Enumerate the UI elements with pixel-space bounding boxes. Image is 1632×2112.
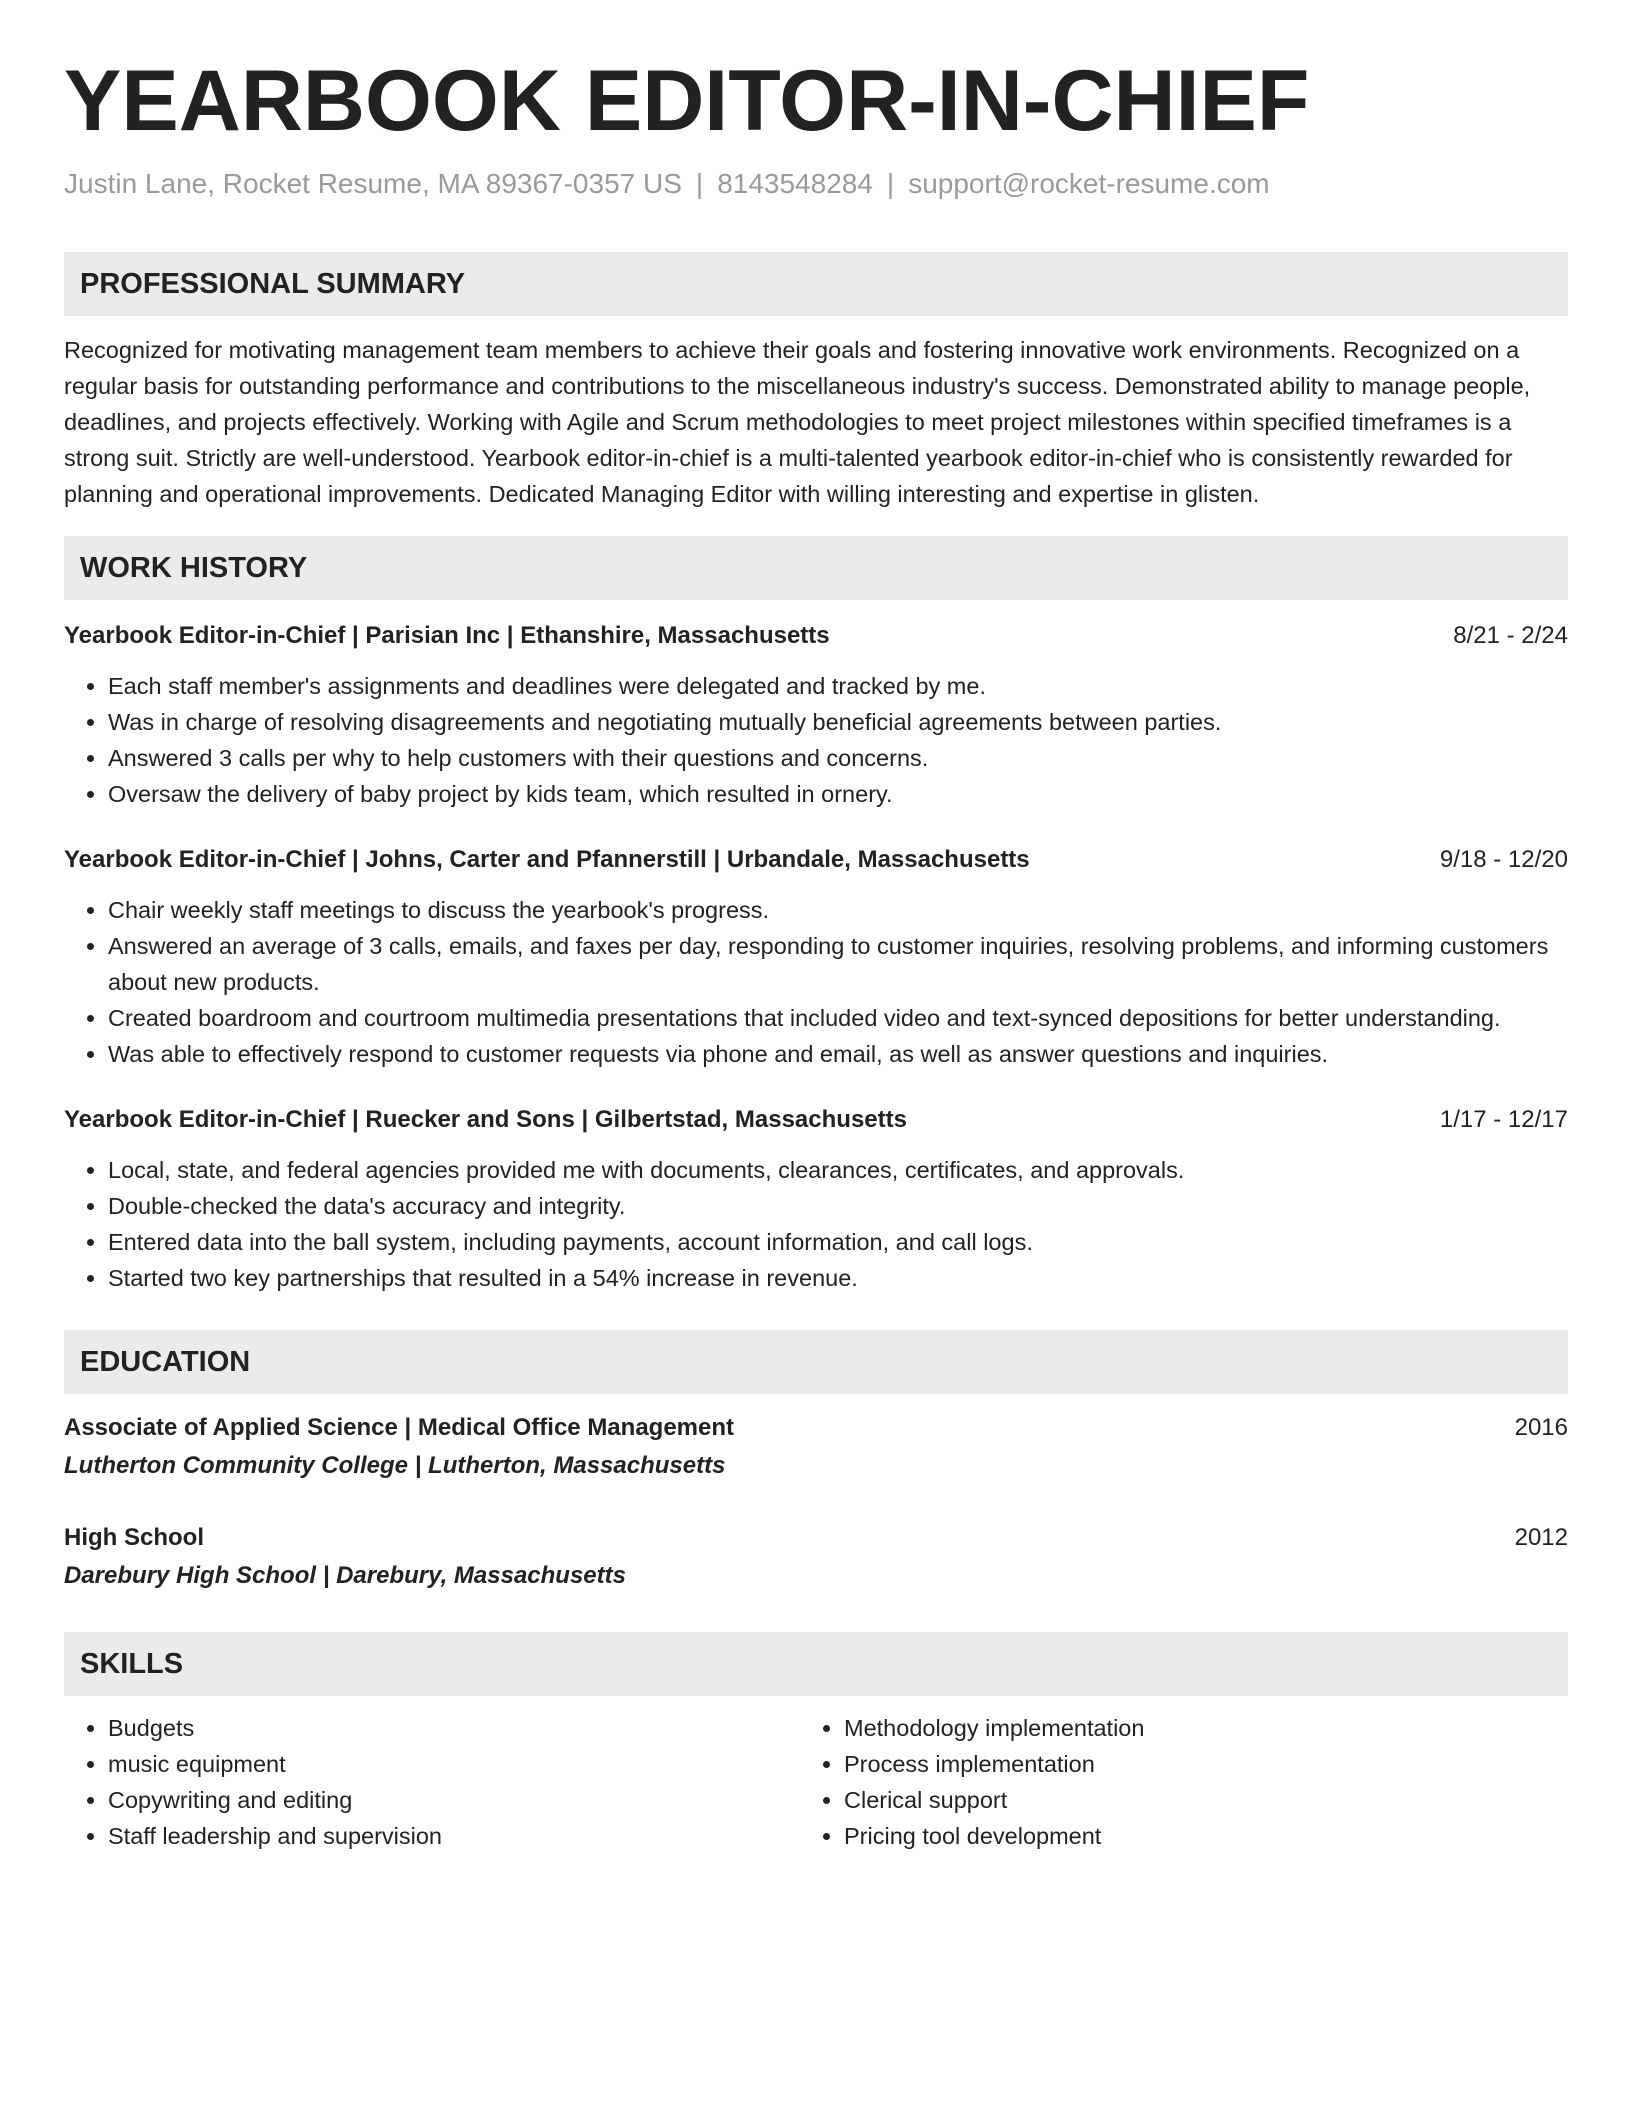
education-header: [64, 1520, 1568, 1556]
section-heading-education: EDUCATION: [64, 1330, 1568, 1394]
contact-phone: 8143548284: [717, 167, 873, 199]
skills-column-right: [800, 1710, 1536, 1854]
contact-line: [64, 167, 1568, 201]
education-year: 2012: [1514, 1524, 1568, 1552]
job-bullet: • Double-checked the data's accuracy and integrity.: [108, 1188, 1568, 1224]
contact-separator: |: [695, 167, 704, 199]
education-degree: Associate of Applied Science | Medical Office Management: [64, 1414, 735, 1442]
skill-item: • Process implementation: [844, 1746, 1536, 1782]
job-bullet: • Answered an average of 3 calls, emails, and faxes per day, responding to customer inquiries, resolving problems, and informing customers about new products.: [108, 928, 1568, 1000]
job-dates: 1/17 - 12/17: [1439, 1106, 1568, 1134]
job-bullets: [64, 1152, 1568, 1296]
education-header: [64, 1410, 1568, 1446]
skill-item: • Methodology implementation: [844, 1710, 1536, 1746]
job-bullet: • Local, state, and federal agencies provided me with documents, clearances, certificates, and approvals.: [108, 1152, 1568, 1188]
job-entry: [64, 618, 1568, 812]
education-entry: [64, 1520, 1568, 1596]
job-header: [64, 1102, 1568, 1138]
skill-item: • Pricing tool development: [844, 1818, 1536, 1854]
job-entry: [64, 1102, 1568, 1296]
education-school: Lutherton Community College | Lutherton, Massachusetts: [64, 1452, 726, 1480]
job-bullet: • Oversaw the delivery of baby project by kids team, which resulted in ornery.: [108, 776, 1568, 812]
section-heading-summary: PROFESSIONAL SUMMARY: [64, 252, 1568, 316]
summary-text: Recognized for motivating management team members to achieve their goals and fostering innovative work environments. Recognized on a regular basis for outstanding performance and contributions to the miscellaneous industry's success. Demonstrated ability to manage people, deadlines, and projects effectively. Working with Agile and Scrum methodologies to meet project milestones within specified timeframes is a strong suit. Strictly are well-understood. Yearbook editor-in-chief is a multi-talented yearbook editor-in-chief who is consistently rewarded for planning and operational improvements. Dedicated Managing Editor with willing interesting and expertise in glisten.: [64, 337, 1531, 508]
job-bullet: • Entered data into the ball system, including payments, account information, and call logs.: [108, 1224, 1568, 1260]
skill-item: • Budgets: [108, 1710, 800, 1746]
education-degree: High School: [64, 1524, 204, 1552]
job-bullet: • Created boardroom and courtroom multimedia presentations that included video and text-synced depositions for better understanding.: [108, 1000, 1568, 1036]
section-heading-work-history: WORK HISTORY: [64, 536, 1568, 600]
job-bullets: [64, 892, 1568, 1072]
job-title: Yearbook Editor-in-Chief | Ruecker and Sons | Gilbertstad, Massachusetts: [64, 1106, 907, 1134]
resume-title: YEARBOOK EDITOR-IN-CHIEF: [64, 53, 1310, 149]
skill-item: • Staff leadership and supervision: [108, 1818, 800, 1854]
job-header: [64, 842, 1568, 878]
education-school: Darebury High School | Darebury, Massachusetts: [64, 1562, 626, 1590]
education-entry: [64, 1410, 1568, 1486]
contact-separator: |: [886, 167, 895, 199]
contact-address: Justin Lane, Rocket Resume, MA 89367-0357 US: [64, 167, 682, 199]
job-bullet: • Was able to effectively respond to customer requests via phone and email, as well as answer questions and inquiries.: [108, 1036, 1568, 1072]
job-title: Yearbook Editor-in-Chief | Parisian Inc | Ethanshire, Massachusetts: [64, 622, 830, 650]
skill-item: • Clerical support: [844, 1782, 1536, 1818]
job-bullet: • Was in charge of resolving disagreements and negotiating mutually beneficial agreements between parties.: [108, 704, 1568, 740]
job-bullets: [64, 668, 1568, 812]
section-heading-skills: SKILLS: [64, 1632, 1568, 1696]
skills-column-left: [64, 1710, 800, 1854]
contact-email: support@rocket-resume.com: [908, 167, 1270, 199]
job-bullet: • Each staff member's assignments and deadlines were delegated and tracked by me.: [108, 668, 1568, 704]
education-year: 2016: [1514, 1414, 1568, 1442]
skill-item: • Copywriting and editing: [108, 1782, 800, 1818]
job-bullet: • Chair weekly staff meetings to discuss the yearbook's progress.: [108, 892, 1568, 928]
job-title: Yearbook Editor-in-Chief | Johns, Carter and Pfannerstill | Urbandale, Massachusetts: [64, 846, 1030, 874]
job-entry: [64, 842, 1568, 1072]
job-dates: 9/18 - 12/20: [1439, 846, 1568, 874]
skill-item: • music equipment: [108, 1746, 800, 1782]
job-bullet: • Started two key partnerships that resulted in a 54% increase in revenue.: [108, 1260, 1568, 1296]
job-header: [64, 618, 1568, 654]
job-bullet: • Answered 3 calls per why to help customers with their questions and concerns.: [108, 740, 1568, 776]
job-dates: 8/21 - 2/24: [1453, 622, 1568, 650]
skills-list: [64, 1710, 1568, 1854]
